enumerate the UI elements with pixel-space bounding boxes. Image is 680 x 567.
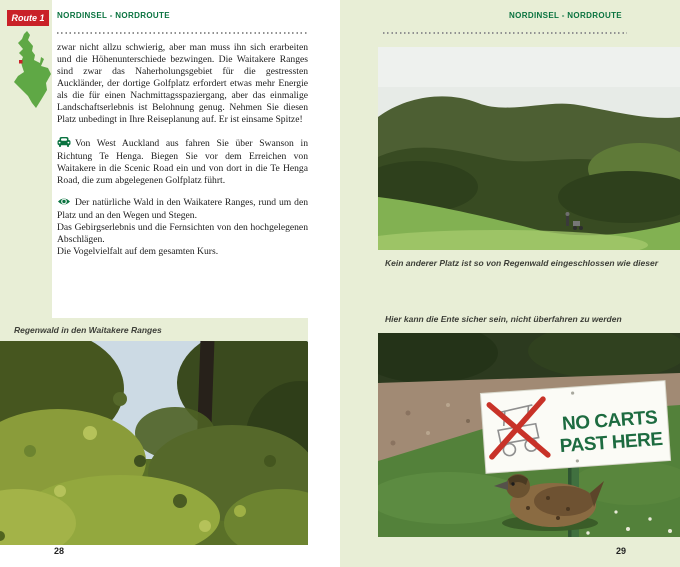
no-carts-sign [480, 381, 670, 474]
right-dotted-rule [383, 32, 627, 34]
duck-sign-photo [378, 333, 680, 537]
sights-paragraph-3: Die Vogelvielfalt auf dem gesamten Kurs. [57, 246, 219, 257]
car-icon [57, 136, 71, 151]
north-island-shape [14, 31, 51, 108]
eye-icon [57, 197, 71, 210]
intro-paragraph: zwar nicht allzu schwierig, aber man muss ihn sich erarbeiten und die Höhenunterschiede bezwingen. Die Waitakere Ranges sind zwar das Naherholungsgebiet für die gestressten Auckländer, der dortige Golfplatz erfordert etwas mehr Energie als die für einen Nachmittagsspaziergang, aber das einmalige Landschaftserlebnis ist Belohnung genug. Nehmen Sie diesen Platz unbedingt in Ihre Reiseplanung auf. Er ist einsame Spitze! [57, 42, 308, 125]
right-page-header: NORDINSEL - NORDROUTE [509, 11, 622, 20]
left-photo-caption-bar [0, 318, 308, 341]
left-page-header: NORDINSEL - NORDROUTE [57, 11, 170, 20]
route-badge-label: Route 1 [11, 13, 45, 23]
left-page-number: 28 [54, 546, 65, 556]
sights-paragraph-1: Der natürliche Wald in den Waikatere Ranges, rund um den Platz und an den Wegen und Stegen. [57, 197, 308, 221]
north-island-map-icon [8, 30, 54, 110]
left-photo-caption: Regenwald in den Waitakere Ranges [14, 324, 162, 335]
sign-text-line2: PAST HERE [559, 428, 664, 458]
golf-photo-caption: Kein anderer Platz ist so von Regenwald eingeschlossen wie dieser [385, 258, 659, 268]
directions-paragraph: Von West Auckland aus fahren Sie über Swanson in Richtung Te Henga. Biegen Sie vor dem Erreichen von Waitakere in die Scenic Road ein und von dort in die Te Henga Road, die zum abgelegenen Golfplatz führt. [57, 138, 308, 186]
left-dotted-rule [57, 32, 308, 34]
sights-paragraph-2: Das Gebirgserlebnis und die Fernsichten von den hochgelegenen Abschlägen. [57, 222, 308, 245]
route-badge [7, 10, 49, 26]
course-location-marker [19, 60, 23, 64]
rainforest-photo [0, 341, 308, 545]
sign-text-line1: NO CARTS [561, 407, 658, 435]
duck-photo-caption: Hier kann die Ente sicher sein, nicht überfahren zu werden [385, 314, 622, 324]
left-body-text [57, 42, 308, 258]
right-page-number: 29 [616, 546, 627, 556]
golf-course-photo [378, 47, 680, 250]
